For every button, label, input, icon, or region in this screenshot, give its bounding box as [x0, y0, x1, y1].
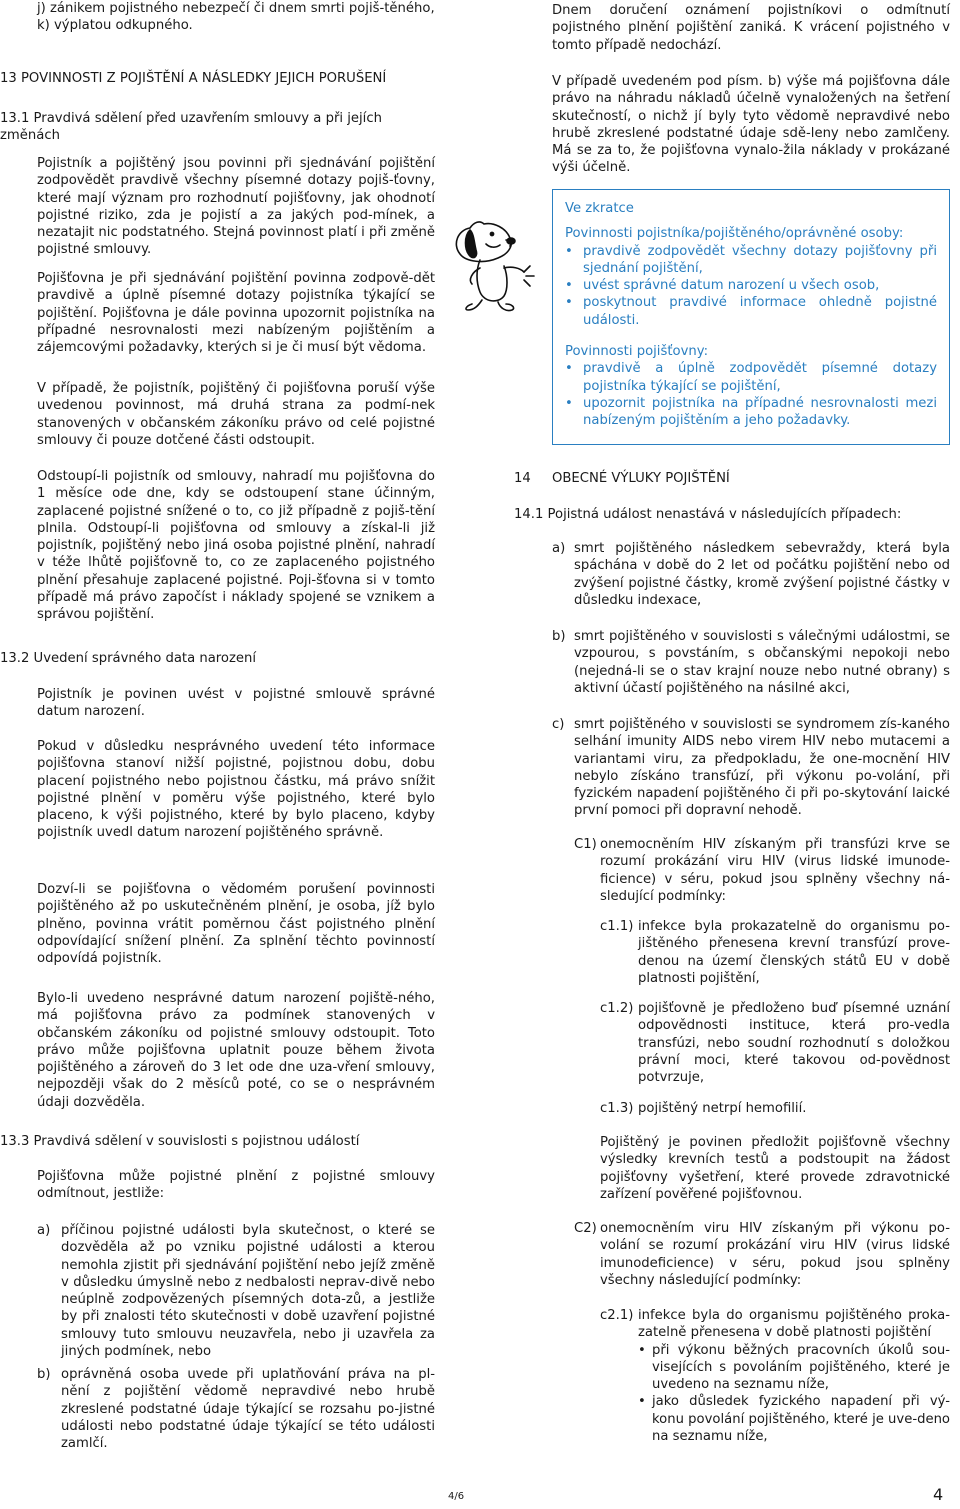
item-label: a) [37, 1223, 51, 1238]
item-text: pojišťovně je předloženo buď písemné uznání odpovědnosti instituce, která pro-vedla transfúzi, nebo soudní rozhodnutí s doložkou právní moci, které takovou od-povědnost potvrzuje, [638, 1001, 950, 1086]
exclusion-c1-3 [600, 1100, 950, 1117]
s133-item-b [37, 1366, 435, 1452]
intro-j: j) zánikem pojistného nebezpečí či dnem smrti pojiš-těného, [37, 1, 435, 16]
item-label: C1) [574, 837, 597, 852]
item-text: onemocněním HIV získaným při transfúzi krve se rozumí prokázání viru HIV (virus lidské imunode-ficience) v séru, pokud jsou splněny všechny ná-sledující podmínky: [600, 837, 950, 904]
list-item: • uvést správné datum narození u všech osob, [565, 277, 937, 294]
section-13-3-title: 13.3 Pravdivá sdělení v souvislosti s pojistnou událostí [0, 1134, 360, 1149]
s132-paragraph-1: Pojistník je povinen uvést v pojistné smlouvě správné datum narození. [37, 687, 435, 720]
exclusion-c2-1 [600, 1307, 950, 1445]
list-item: • při výkonu běžných pracovních úkolů sou-visejících s povoláním pojištěného, které je uvedeno na seznamu níže, [638, 1342, 950, 1394]
c1-note: Pojištěný je povinen předložit pojišťovně všechny výsledky krevních testů a podstoupit na žádost pojišťovny vyšetření, které provede zdravotnické zařízení pověřené pojišťovnou. [600, 1135, 950, 1202]
exclusion-c1 [574, 836, 950, 905]
item-text: smrt pojištěného v souvislosti s válečnými událostmi, se vzpourou, s povstáním, s občanskými nepokoji nebo (nejedná-li se o stav krajní nouze nebo nutné obrany) s aktivní účastí pojištěného na násilné akci, [574, 629, 950, 696]
section-number: 14 [514, 471, 531, 486]
list-item: • poskytnout pravdivé informace ohledně pojistné události. [565, 294, 937, 329]
summary-title: Ve zkratce [565, 201, 634, 216]
left-intro [37, 0, 435, 35]
item-label: b) [552, 629, 566, 644]
summary-group-2-title: Povinnosti pojišťovny: [565, 344, 709, 360]
exclusion-b [552, 628, 950, 697]
snoopy-illustration [440, 210, 540, 320]
item-label: a) [552, 541, 566, 556]
s133-paragraph-1: Pojišťovna může pojistné plnění z pojistné smlouvy odmítnout, jestliže: [37, 1169, 435, 1202]
section-13-1-title: 13.1 Pravdivá sdělení před uzavřením smlouvy a při jejích změnách [0, 111, 382, 144]
item-text: smrt pojištěného následkem sebevraždy, která byla spáchána v době do 2 let od počátku pojištění nebo od zvýšení pojistné částky, kromě zvýšení pojistné částky v důsledku indexace, [574, 541, 950, 608]
list-item: • jako důsledek fyzického napadení při vý-konu povolání pojištěného, které je uve-deno na seznamu níže, [638, 1393, 950, 1445]
summary-group-1-list [565, 243, 937, 329]
s131-paragraph-3: V případě, že pojistník, pojištěný či pojišťovna poruší výše uvedenou povinnost, má druhá strana za podmí-nek stanovených v občanském zákoníku právo od celé pojistné smlouvy či pouze dotčené části odstoupit. [37, 381, 435, 448]
item-body [638, 1307, 950, 1445]
item-label: b) [37, 1367, 51, 1382]
exclusion-c2 [574, 1220, 950, 1289]
item-text: oprávněná osoba uvede při uplatňování práva na pl-nění z pojištění vědomě nepravdivé nebo hrubě zkreslené podstatné údaje týkající se rozsahu po-jistné události nebo podstatné údaje týkající se této události zamlčí. [61, 1367, 435, 1452]
exclusion-c1-2 [600, 1000, 950, 1086]
item-label: c1.3) [600, 1101, 634, 1116]
item-label: C2) [574, 1221, 597, 1236]
item-label: c1.1) [600, 919, 634, 934]
page-number: 4 [933, 1485, 944, 1504]
s131-paragraph-2: Pojišťovna je při sjednávání pojištění povinna zodpově-dět pravdivě a úplně písemné dotazy pojistníka týkající se pojištění. Pojišťovna je dále povinna upozornit pojistníka na případné nesrovnalosti mezi nabízeným pojištěním a zájemcovými požadavky, kterých si je či musí být vědoma. [37, 271, 435, 356]
s132-paragraph-3: Dozví-li se pojišťovna o vědomém porušení povinnosti pojištěného až po uskutečněném plnění, je osoba, jíž bylo plněno, povinna vrátit poměrnou část pojistného plnění odpovídající snížení plnění. Za splnění těchto povinností odpovídá pojistník. [37, 882, 435, 967]
section-14-title [514, 470, 950, 487]
summary-group-2-list [565, 360, 937, 429]
section-13-2-title: 13.2 Uvedení správného data narození [0, 651, 257, 666]
section-14-1: 14.1 Pojistná událost nenastává v následujících případech: [514, 507, 902, 522]
summary-box [552, 189, 950, 445]
list-item: • upozornit pojistníka na případné nesrovnalosti mezi nabízeným pojištěním a jeho požadavky. [565, 395, 937, 430]
right-paragraph-2: V případě uvedeném pod písm. b) výše má pojišťovna dále právo na náhradu nákladů účelně vynaložených na šetření skutečností, o nichž jí byly tyto vědomě nepravdivé nebo hrubě zkreslené podstatné údaje sdě-leny nebo zamlčeny. Má se za to, že pojišťovna vynalo-žila náklady v prokázané výši účelně. [552, 74, 950, 176]
s132-paragraph-4: Bylo-li uvedeno nesprávné datum narození pojiště-ného, má pojišťovna právo za podmínek stanovených v občanském zákoníku od pojistné smlouvy odstoupit. Toto právo může pojišťovna uplatnit pouze během života pojištěného a zároveň do 3 let ode dne uza-vření smlouvy, nejpozději však do 2 měsíců poté, co se o nesprávném údaji dozvěděla. [37, 991, 435, 1110]
exclusion-c1-1 [600, 918, 950, 987]
page-count: 4/6 [448, 1491, 465, 1502]
right-paragraph-1: Dnem doručení oznámení pojistníkovi o odmítnutí pojistného plnění pojištění zaniká. K vrácení pojistného v tomto případě nedochází. [552, 3, 950, 53]
s133-item-a [37, 1222, 435, 1360]
item-label: c) [552, 717, 565, 732]
section-13-title: 13 POVINNOSTI Z POJIŠTĚNÍ A NÁSLEDKY JEJICH PORUŠENÍ [0, 71, 387, 86]
s132-paragraph-2: Pokud v důsledku nesprávného uvedení této informace pojišťovna stanoví nižší pojistné, pojistnou dobu, dobu placení pojistného nebo pojistnou částku, má právo snížit pojistné plnění v poměru výše pojistného, které bylo placeno, k výši pojistného, které by bylo placeno, kdyby pojistník uvedl datum narození pojištěného správně. [37, 739, 435, 841]
item-text: smrt pojištěného v souvislosti se syndromem zís-kaného selhání imunity AIDS nebo virem HIV nebo mutacemi a variantami viru, za předpokladu, že one-mocnění HIV nebylo získáno transfúzí, při výkonu po-volání, při fyzickém napadení pojištěného či při po-skytování laické první pomoci při dopravní nehodě. [574, 717, 950, 819]
item-label: c1.2) [600, 1001, 634, 1016]
item-label: c2.1) [600, 1308, 634, 1323]
s131-paragraph-4: Odstoupí-li pojistník od smlouvy, nahradí mu pojišťovna do 1 měsíce ode dne, kdy se odstoupení stane účinným, zaplacené pojistné snížené o to, co již případně z pojiš-tění plnila. Odstoupí-li pojišťovna od smlouvy a získal-li již pojistník, pojištěný nebo jiná osoba pojistné plnění, nahradí v téže lhůtě pojišťovně to, co ze zaplaceného pojistného plnění přesahuje zaplacené pojistné. Poji-šťovna si v tomto případě má právo započíst i náklady spojené se vznikem a správou pojištění. [37, 469, 435, 623]
s131-paragraph-1: Pojistník a pojištěný jsou povinni při sjednávání pojištění zodpovědět pravdivě všechny písemné dotazy pojiš-ťovny, které mají význam pro rozhodnutí pojišťovny, jak ohodnotí pojistné riziko, zda je pojistí a za jakých pod-mínek, a nezatajit nic podstatného. Stejná povinnost platí i při změně pojistné smlouvy. [37, 156, 435, 258]
item-text: infekce byla prokazatelně do organismu po-jištěného přenesena krevní transfúzí prove-denou na území členských států EU v době platnosti pojištění, [638, 919, 950, 986]
exclusion-a [552, 540, 950, 609]
item-text: příčinou pojistné události byla skutečnost, o které se dozvěděla až po vzniku pojistné události a kterou nemohla zjistit při sjednávání pojištění nebo jejíž změně v důsledku úmyslně nebo z nedbalosti neprav-divě nebo neúplně zodpovězených písemných dota-zů, a jestliže by při znalosti této skutečnosti v době uzavření pojistné smlouvy tuto smlouvu neuzavřela, nebo ji uzavřela za jiných podmínek, nebo [61, 1223, 435, 1360]
intro-k: k) výplatou odkupného. [37, 18, 193, 34]
section-name: OBECNÉ VÝLUKY POJIŠTĚNÍ [552, 471, 730, 486]
item-text: infekce byla do organismu pojištěného proka-zatelně přenesena v době platnosti pojištění [638, 1308, 950, 1341]
item-text: pojištěný netrpí hemofilií. [638, 1101, 807, 1116]
list-item: • pravdivě a úplně zodpovědět písemné dotazy pojistníka týkající se pojištění, [565, 360, 937, 395]
item-text: onemocněním viru HIV získaným při výkonu po-volání se rozumí prokázání viru HIV (virus lidské imunodeficience) v séru, pokud jsou splněny všechny následující podmínky: [600, 1221, 950, 1288]
list-item: • pravdivě zodpovědět všechny dotazy pojišťovny při sjednání pojištění, [565, 243, 937, 278]
summary-group-1-title: Povinnosti pojistníka/pojištěného/oprávněné osoby: [565, 226, 904, 242]
exclusion-c [552, 716, 950, 820]
